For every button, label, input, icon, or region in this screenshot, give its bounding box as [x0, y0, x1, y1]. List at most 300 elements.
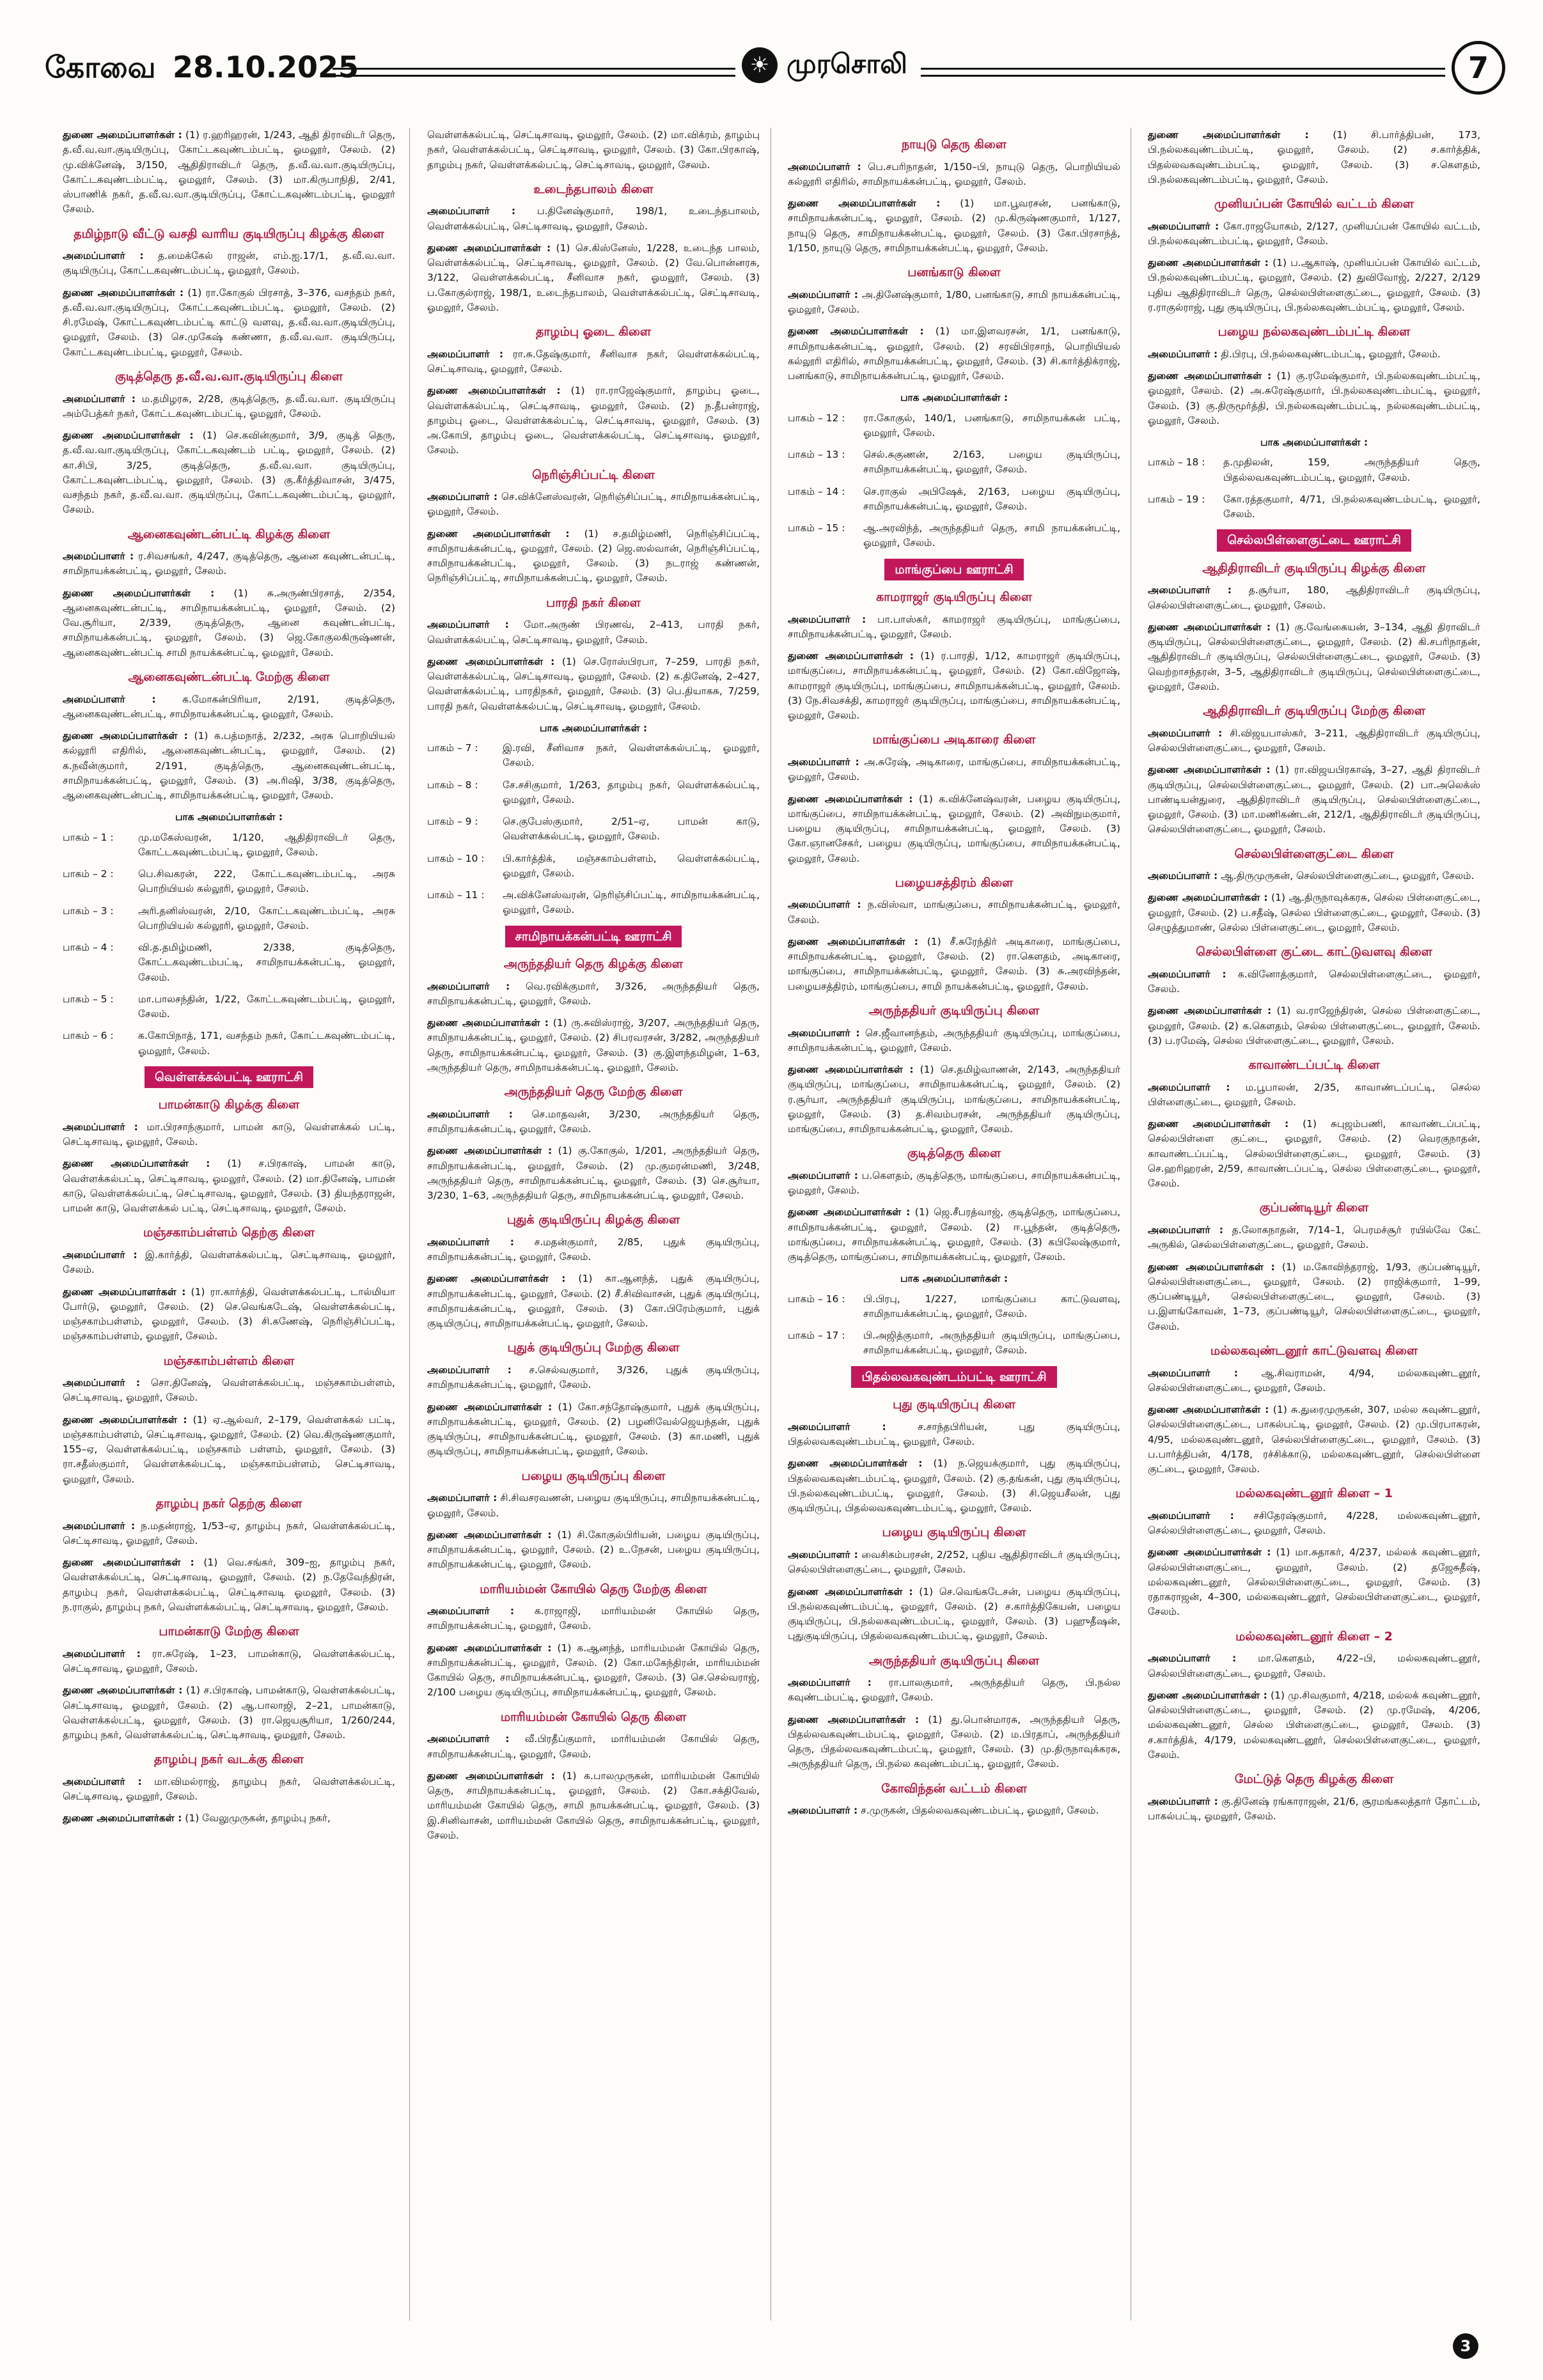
member-entry: [1148, 1403, 1480, 1477]
booth-organiser: அ.விக்னேஸ்வரன், நெரிஞ்சிப்பட்டி, சாமிநாயக்கன்பட்டி, ஓமலூர், சேலம்.: [503, 889, 760, 916]
member-details: (1) ஆ.திருநாவுக்கரசு, செல்ல பிள்ளைகுட்டை, ஓமலூர், சேலம். (2) ப.சதீஷ், செல்ல பிள்ளைகுட்டை, ஓமலூர், சேலம். (3) செழுத்துமாண், செல்ல பிள்ளைகுட்டை, ஓமலூர், சேலம்.: [1148, 892, 1480, 933]
member-details: (1) சு.அருண்பிரசாத், 2/354, ஆனைகவுண்டன்பட்டி, சாமிநாயக்கன்பட்டி, ஓமலூர், சேலம். (2) வே.சூரியா, 2/339, குடித்தெரு, ஆனை கவுண்டன்பட்டி, சாமிநாயக்கன்பட்டி, ஓமலூர், சேலம். (3) ஜெ.கோகுலகிருஷ்ணன், ஆனைகவுண்டன்பட்டி சாமி நாயக்கன்பட்டி, ஓமலூர், சேலம்.: [63, 587, 395, 658]
member-details: மா.கௌதம், 4/22–பி, மல்லகவுண்டனூர், செல்லபிள்ளைகுட்டை, ஓமலூர், சேலம்.: [1148, 1653, 1480, 1679]
branch-heading: ஆனைகவுண்டன்பட்டி கிழக்கு கிளை: [127, 527, 331, 541]
branch-heading: மாரியம்மன் கோயில் தெரு மேற்கு கிளை: [480, 1582, 707, 1596]
role-label: அமைப்பாளர் :: [63, 1520, 136, 1532]
member-details: ஆ.திருமுருகன், செல்லபிள்ளைகுட்டை, ஓமலூர், சேலம்.: [1221, 870, 1475, 882]
member-details: (1) க.பத்மநாத், 2/232, அரசு பொறியியல் கல்லூரி எதிரில், ஆனைகவுண்டன்பட்டி, ஓமலூர், சேலம். (2) க.நவீன்குமார், 2/191, குடித்தெரு, ஆனைகவுண்டன்பட்டி, சாமிநாயக்கன்பட்டி, ஓமலூர், சேலம். (3) அ.ரிஷி, 3/38, குடித்தெரு, ஆனைகவுண்டன்பட்டி, சாமிநாயக்கன்பட்டி, ஓமலூர், சேலம்.: [63, 730, 395, 802]
member-entry: [427, 1107, 760, 1137]
booth-row: [1148, 492, 1480, 522]
booth-organiser: இ.ரவி, சீனிவாச நகர், வெள்ளக்கல்பட்டி, ஓமலூர், சேலம்.: [503, 742, 760, 769]
role-label: அமைப்பாளர் :: [788, 756, 859, 768]
member-details: (1) மா.பூவரசன், பனங்காடு, சாமிநாயக்கன்பட்டி, ஓமலூர், சேலம். (2) மு.கிருஷ்ணகுமார், 1/127, நாயுடு தெரு, சாமிநாயக்கன்பட்டி, ஓமலூர், சேலம். (3) கோ.பிரசாந்த், 1/150, நாயுடு தெரு, சாமிநாயக்கன்பட்டி, ஓமலூர், சேலம்.: [788, 198, 1120, 254]
member-entry: [63, 1683, 395, 1743]
booth-row: [63, 867, 395, 897]
member-entry: [1148, 1260, 1480, 1334]
role-label: அமைப்பாளர் :: [63, 1775, 142, 1787]
booth-row: [427, 778, 760, 808]
masthead: [45, 47, 1490, 114]
branch-heading: பாரதி நகர் கிளை: [546, 595, 641, 610]
member-details: ர.சிவசங்கர், 4/247, குடித்தெரு, ஆனை கவுண்டன்பட்டி, சாமிநாயக்கன்பட்டி, ஓமலூர், சேலம்.: [63, 550, 395, 577]
role-label: அமைப்பாளர் :: [1148, 348, 1218, 360]
member-entry: [788, 1420, 1120, 1450]
header-city: கோவை: [45, 50, 156, 84]
role-label: துணை அமைப்பாளர்கள் :: [788, 1585, 913, 1598]
header-rule-right: [921, 68, 1445, 77]
branch-heading: முனியப்பன் கோயில் வட்டம் கிளை: [1214, 197, 1414, 211]
member-entry: [427, 527, 760, 586]
member-entry: [1148, 1117, 1480, 1191]
booth-number: பாகம் – 10 :: [427, 852, 485, 864]
member-details: த.மைக்கேல் ராஜன், எம்.ஐ.17/1, த.வீ.வ.வா. குடியிருப்பு, கோட்டகவுண்டம்பட்டி, ஓமலூர், சேலம்.: [63, 250, 395, 277]
role-label: துணை அமைப்பாளர்கள் :: [63, 1684, 183, 1697]
role-label: துணை அமைப்பாளர்கள் :: [63, 129, 182, 141]
member-entry: [63, 1555, 395, 1615]
booth-number: பாகம் – 11 :: [427, 889, 485, 901]
member-entry: [1148, 891, 1480, 935]
member-entry: [1148, 1223, 1480, 1253]
member-details: (1) வெ.சங்கர், 309–ஐ, தாழம்பு நகர், வெள்ளக்கல்பட்டி, செட்டிசாவடி, ஓமலூர், சேலம். (2) ந.தேவேந்திரன், தாழம்பு நகர், வெள்ளக்கல்பட்டி, செட்டிசாவடி ஓமலூர், சேலம். (3) ந.ராகுல், தாழம்பு நகர், வெள்ளக்கல்பட்டி, செட்டிசாவடி, ஓமலூர், சேலம்.: [63, 1557, 395, 1613]
column-rule: [409, 128, 410, 2321]
role-label: அமைப்பாளர் :: [63, 1647, 141, 1660]
member-entry: [427, 1363, 760, 1393]
role-label: அமைப்பாளர் :: [1148, 1795, 1218, 1807]
member-entry: [427, 128, 760, 173]
member-details: பா.பாஸ்கர், காமராஜர் குடியிருப்பு, மாங்குப்பை, சாமிநாயக்கன்பட்டி, ஓமலூர், சேலம்.: [788, 613, 1120, 640]
member-entry: [1148, 347, 1480, 362]
branch-heading: மஞ்சகாம்பள்ளம் கிளை: [163, 1353, 295, 1368]
branch-heading: நெரிஞ்சிப்பட்டி கிளை: [532, 467, 655, 482]
member-details: (1) கோ.சந்தோஷ்குமார், புதுக் குடியிருப்பு, சாமிநாயக்கன்பட்டி, ஓமலூர், சேலம். (2) பழனிவேல்ஜெயந்தன், புதுக் குடியிருப்பு, சாமிநாயக்கன்பட்டி, ஓமலூர், சேலம். (3) கா.மணி, புதுக் குடியிருப்பு, சாமிநாயக்கன்பட்டி, ஓமலூர், சேலம்.: [427, 1401, 760, 1458]
role-label: துணை அமைப்பாளர்கள் :: [788, 1064, 914, 1076]
member-entry: [63, 392, 395, 422]
role-label: துணை அமைப்பாளர்கள் :: [1148, 1689, 1267, 1701]
member-details: (1) ரு.சுவிஸ்ராஜ், 3/207, அருந்ததியர் தெரு, சாமிநாயக்கன்பட்டி, ஓமலூர், சேலம். (2) சிபரவரசன், 3/282, அருந்ததியர் தெரு, சாமிநாயக்கன்பட்டி, ஓமலூர், சேலம். (3) கு.இளந்தமிழன், 1–63, அருந்ததியர் தெரு, சாமிநாயக்கன்பட்டி, ஓமலூர், சேலம்.: [427, 1017, 760, 1073]
section-subheading: பாக அமைப்பாளர்கள் :: [175, 811, 283, 823]
member-details: (1) ஏ.ஆல்வர், 2–179, வெள்ளக்கல் பட்டி, மஞ்சகாம்பள்ளம், செட்டிசாவடி, ஓமலூர், சேலம். (2) வெ.கிருஷ்ணகுமார், 155–ஏ, வெள்ளக்கல்பட்டி, மஞ்சகாம் பள்ளம், ஓமலூர், சேலம். (3) ரா.சதீஸ்குமார், வெள்ளக்கல்பட்டி, மஞ்சகாம்பள்ளம், செட்டிசாவடி, ஓமலூர், சேலம்.: [63, 1413, 395, 1485]
member-details: (1) வ.ராஜேந்திரன், செல்ல பிள்ளைகுட்டை, ஓமலூர், சேலம். (2) க.கௌதம், செல்ல பிள்ளைகுட்டை, ஓமலூர், சேலம். (3) ப.ரமேஷ், செல்ல பிள்ளைகுட்டை, ஓமலூர், சேலம்.: [1148, 1005, 1480, 1046]
role-label: துணை அமைப்பாளர்கள் :: [63, 430, 194, 442]
branch-heading: பனங்காடு கிளை: [907, 265, 1001, 280]
member-details: (1) ர.ஹரிஹரன், 1/243, ஆதி திராவிடர் தெரு, த.வீ.வ.வா.குடியிருப்பு, கோட்டகவுண்டம்பட்டி, ஓமலூர், சேலம். (2) மு.விக்னேஷ், 3/150, ஆதிதிராவிடர் தெரு, த.வீ.வ.வா.குடியிருப்பு, கோட்டகவுண்டம்பட்டி, ஓமலூர், சேலம். (3) மா.கிருபாநிதி, 2/41, ஸ்பாணிக் நகர், த.வீ.வ.வா.குடியிருப்பு, கோட்டகவுண்டம்பட்டி, ஓமலூர் சேலம்.: [63, 129, 395, 215]
branch-heading: அருந்ததியர் தெரு கிழக்கு கிளை: [503, 957, 684, 972]
member-entry: [788, 1205, 1120, 1264]
member-entry: [63, 128, 395, 217]
role-label: துணை அமைப்பாளர்கள் :: [1148, 129, 1309, 141]
member-details: இ.கார்த்தி, வெள்ளக்கல்பட்டி, செட்டிசாவடி, ஓமலூர், சேலம்.: [63, 1249, 395, 1276]
booth-organiser: செ.குபேஸ்குமார், 2/51–ஏ, பாமன் காடு, வெள்ளக்கல்பட்டி, ஓமலூர், சேலம்.: [503, 816, 760, 843]
member-details: (1) செ.தமிழ்வாணன், 2/143, அருந்ததியர் குடியிருப்பு, மாங்குப்பை, சாமிநாயக்கன்பட்டி, ஓமலூர், சேலம். (2) ர.சூர்யா, அருந்ததியர் குடியிருப்பு, மாங்குப்பை, சாமிநாயக்கன்பட்டி, ஓமலூர், சேலம். (3) த.சிவம்பரசன், அருந்ததியர் குடியிருப்பு, மாங்குப்பை, சாமிநாயக்கன்பட்டி, ஓமலூர், சேலம்.: [788, 1064, 1120, 1135]
member-entry: [427, 1604, 760, 1634]
member-details: க.வினோத்குமார், செல்லபிள்ளைகுட்டை, ஓமலூர், சேலம்.: [1148, 968, 1480, 995]
booth-number: பாகம் – 18 :: [1148, 456, 1205, 469]
member-details: (1) கு.கோகுல், 1/201, அருந்ததியர் தெரு, சாமிநாயக்கன்பட்டி, ஓமலூர், சேலம். (2) மு.குமரன்மணி, 3/248, அருந்ததியர் தெரு, சாமிநாயக்கன்பட்டி, ஓமலூர், சேலம். (3) செ.சூர்யா, 3/230, 1–63, அருந்ததியர் தெரு, சாமிநாயக்கன்பட்டி, ஓமலூர், சேலம்.: [427, 1145, 760, 1202]
booth-row: [63, 992, 395, 1022]
member-entry: [427, 1144, 760, 1203]
role-label: அமைப்பாளர் :: [427, 1605, 515, 1617]
member-details: (1) கா.ஆனந்த், புதுக் குடியிருப்பு, சாமிநாயக்கன்பட்டி, ஓமலூர், சேலம். (2) சீ.சிவிவாசன், புதுக் குடியிருப்பு, சாமிநாயக்கன்பட்டி, ஓமலூர், சேலம். (3) கோ.பிரேம்குமார், புதுக் குடியிருப்பு, சாமிநாயக்கன்பட்டி, ஓமலூர், சேலம்.: [427, 1273, 760, 1330]
branch-heading: பழையசத்திரம் கிளை: [895, 875, 1014, 890]
booth-organiser: த.முதிலன், 159, அருந்ததியர் தெரு, பிதல்லவகவுண்டம்பட்டி, ஓமலூர், சேலம்.: [1223, 456, 1480, 483]
panchayat-banner: செல்லபிள்ளைகுட்டை ஊராட்சி: [1217, 529, 1411, 552]
member-details: (1) க.பாலமுருகன், மாரியம்மன் கோயில் தெரு, சாமிநாயக்கன்பட்டி, ஓமலூர், சேலம். (2) கோ.சக்திவேல், மாரியம்மன் கோயில் தெரு, சாமி நாயக்கன்பட்டி, ஓமலூர், சேலம். (3) இ.சினிவாசன், மாரியம்மன் கோயில் தெரு, சாமிநாயக்கன்பட்டி, ஓமலூர், சேலம்.: [427, 1769, 760, 1841]
member-details: ச.செல்வகுமார், 3/326, புதுக் குடியிருப்பு, சாமிநாயக்கன்பட்டி, ஓமலூர், சேலம்.: [427, 1364, 760, 1391]
member-entry: [788, 1548, 1120, 1578]
member-entry: [788, 1456, 1120, 1516]
role-label: துணை அமைப்பாளர்கள் :: [788, 650, 914, 662]
member-details: ரா.பாலகுமார், அருந்ததியர் தெரு, பி.நல்ல கவுண்டம்பட்டி, ஓமலூர், சேலம்.: [788, 1677, 1120, 1704]
booth-number: பாகம் – 9 :: [427, 816, 478, 828]
booth-number: பாகம் – 12 :: [788, 412, 845, 424]
role-label: துணை அமைப்பாளர்கள் :: [427, 385, 561, 397]
role-label: துணை அமைப்பாளர்கள் :: [63, 1812, 182, 1824]
member-entry: [63, 729, 395, 803]
member-details: (1) சி.கோகுல்பிரியன், பழைய குடியிருப்பு, சாமிநாயக்கன்பட்டி, ஓமலூர், சேலம். (2) உ.நேசன், பழைய குடியிருப்பு, சாமிநாயக்கன்பட்டி, ஓமலூர், சேலம்.: [427, 1528, 760, 1571]
role-label: துணை அமைப்பாளர்கள் :: [63, 1158, 210, 1170]
booth-row: [788, 521, 1120, 551]
member-details: (1) செ.கவின்குமார், 3/9, குடித் தெரு, த.வீ.வ.வா.குடியிருப்பு, கோட்டகவுண்டம் பட்டி, ஓமலூர், சேலம். (2) கா.சிபி, 3/25, குடித்தெரு, த.வீ.வ.வா. குடியிருப்பு, கோட்டகவுண்டம்பட்டி, ஓமலூர், சேலம். (3) கு.கீர்த்திவாசன், 3/475, வசந்தம் நகர், த.வீ.வ.வா. குடியிருப்பு, கோட்டகவுண்டம்பட்டி, ஓமலூர், சேலம்.: [63, 430, 395, 516]
text-column-4: [1148, 128, 1480, 2314]
newspaper-name: முரசொலி: [787, 47, 907, 79]
member-details: (1) செ.ரோஸ்பிரபா, 7–259, பாரதி நகர், வெள்ளக்கல்பட்டி, செட்டிசாவடி, ஓமலூர், சேலம். (2) க.தினேஷ், 2–427, வெள்ளக்கல்பட்டி, பாரதிநகர், ஓமலூர், சேலம். (3) பெ.தியாகசு, 7/259, பாரதி நகர், வெள்ளக்கல்பட்டி, செட்டிசாவடி, ஓமலூர், சேலம்.: [427, 655, 760, 712]
panchayat-banner: வெள்ளக்கல்பட்டி ஊராட்சி: [145, 1066, 313, 1089]
member-entry: [63, 1647, 395, 1677]
booth-organiser: பி.அஜித்குமார், அருந்ததியர் குடியிருப்பு, மாங்குப்பை, சாமிநாயக்கன்பட்டி, ஓமலூர், சேலம்.: [863, 1330, 1120, 1357]
member-entry: [788, 898, 1120, 928]
branch-heading: குடித்தெரு கிளை: [907, 1146, 1001, 1161]
booth-organiser: பி.கார்த்திக், மஞ்சகாம்பள்ளம், வெள்ளக்கல்பட்டி, ஓமலூர், சேலம்.: [503, 852, 760, 879]
member-details: தி.பிரபு, பி.நல்லகவுண்டம்பட்டி, ஓமலூர், சேலம்.: [1221, 348, 1441, 360]
member-details: ந.விஸ்வா, மாங்குப்பை, சாமிநாயக்கன்பட்டி, ஓமலூர், சேலம்.: [788, 899, 1120, 926]
member-details: (1) சி.பார்த்திபன், 173, பி.நல்லகவுண்டம்பட்டி, ஓமலூர், சேலம். (2) ச.கார்த்திக், பிதல்லவகவுண்டம்பட்டி, ஓமலூர், சேலம். (3) ச.கௌதம், பி.நல்லகவுண்டம்பட்டி, ஓமலூர், சேலம்.: [1148, 129, 1480, 185]
rising-sun-icon: ☀: [742, 47, 778, 83]
booth-row: [63, 830, 395, 860]
role-label: அமைப்பாளர் :: [63, 393, 136, 405]
member-details: (1) ச.பிரகாஷ், பாமன்காடு, வெள்ளக்கல்பட்டி, செட்டிசாவடி, ஓமலூர், சேலம். (2) ஆ.பாலாஜி, 2–21, பாமன்காடு, வெள்ளக்கல்பட்டி, ஓமலூர், சேலம். (3) ரா.ஜெயசூரியா, 1/260/244, தாழம்பு நகர், வெள்ளக்கல்பட்டி, செட்டிசாவடி, ஓமலூர், சேலம்.: [63, 1684, 395, 1741]
member-details: (1) ப.ஆகாஷ், முனியப்பன் கோயில் வட்டம், பி.நல்லகவுண்டம்பட்டி, ஓமலூர், சேலம். (2) துவிவோஜ், 2/227, 2/129 புதிய ஆதிதிராவிடர் தெரு, செல்லபிள்ளைகுட்டை, ஓமலூர், சேலம். (3) ர.ராகுல்ராஜ், புது குடியிருப்பு, பி.நல்லகவுண்டம்பட்டி, ஓமலூர், சேலம்.: [1148, 257, 1480, 313]
page-number-badge: 7: [1452, 41, 1505, 95]
member-details: க.ராஜாஜி, மாரியம்மன் கோயில் தெரு, சாமிநாயக்கன்பட்டி, ஓமலூர், சேலம்.: [427, 1605, 760, 1632]
member-details: மோ.அருண் பிரணவ், 2–413, பாரதி நகர், வெள்ளக்கல்பட்டி, செட்டிசாவடி, ஓமலூர், சேலம்.: [427, 619, 760, 646]
role-label: துணை அமைப்பாளர்கள் :: [1148, 1546, 1271, 1559]
role-label: அமைப்பாளர் :: [1148, 1653, 1237, 1665]
member-entry: [788, 755, 1120, 785]
member-details: வைசிகம்பரசன், 2/252, புதிய ஆதிதிராவிடர் குடியிருப்பு, செல்லபிள்ளைகுட்டை, ஓமலூர், சேலம்.: [788, 1549, 1120, 1576]
member-details: (1) சீ.சுரேந்திர் அடிகாரை, மாங்குப்பை, சாமிநாயக்கன்பட்டி, ஓமலூர், சேலம். (2) ரா.கௌதம், அடிகாரை, மாங்குப்பை, சாமிநாயக்கன்பட்டி, ஓமலூர், சேலம். (3) சு.அரவிந்தன், பழையசத்திரம், மாங்குப்பை, சாமி நாயக்கன்பட்டி, ஓமலூர், சேலம்.: [788, 935, 1120, 992]
member-entry: [788, 196, 1120, 256]
booth-number: பாகம் – 1 :: [63, 831, 114, 843]
role-label: அமைப்பாளர் :: [1148, 1509, 1234, 1521]
booth-organiser: சே.சசிகுமார், 1/263, தாழம்பு நகர், வெள்ளக்கல்பட்டி, ஓமலூர், சேலம்.: [503, 779, 760, 805]
member-entry: [63, 428, 395, 518]
panchayat-banner: மாங்குப்பை ஊராட்சி: [884, 559, 1023, 581]
booth-organiser: மு.மகேஸ்வரன், 1/120, ஆதிதிராவிடர் தெரு, கோட்டகவுண்டம்பட்டி, ஓமலூர், சேலம்.: [138, 831, 395, 858]
member-entry: [63, 1376, 395, 1406]
panchayat-banner: பிதல்லவகவுண்டம்பட்டி ஊராட்சி: [851, 1366, 1056, 1388]
member-entry: [788, 160, 1120, 190]
member-entry: [427, 618, 760, 648]
member-entry: [1148, 369, 1480, 428]
member-details: (1) மா.சுதாகர், 4/237, மல்லக் கவுண்டனூர், செல்லபிள்ளைகுட்டை, ஓமலூர், சேலம். (2) தஜேசுதீஷ், மல்லகவுண்டனூர், செல்லபிள்ளைகுட்டை, ஓமலூர், சேலம். (3) ரதாகராஜன், 4–300, மல்லகவுண்டனூர், செல்லபிள்ளைகுட்டை, ஓமலூர், சேலம்.: [1148, 1546, 1480, 1618]
member-details: சி.சிவசரவணன், பழைய குடியிருப்பு, சாமிநாயக்கன்பட்டி, ஓமலூர், சேலம்.: [427, 1492, 760, 1519]
member-details: ம.தமிழரசு, 2/28, குடித்தெரு, த.வீ.வ.வா. குடியிருப்பு அம்பேத்கர் நகர், கோட்டகவுண்டம்பட்டி, ஓமலூர், சேலம்.: [63, 393, 395, 419]
role-label: அமைப்பாளர் :: [788, 1677, 872, 1689]
role-label: அமைப்பாளர் :: [63, 250, 144, 262]
branch-heading: ஆதிதிராவிடர் குடியிருப்பு கிழக்கு கிளை: [1202, 561, 1426, 575]
branch-heading: மேட்டுத் தெரு கிழக்கு கிளை: [1234, 1772, 1394, 1787]
role-label: அமைப்பாளர் :: [1148, 1224, 1223, 1236]
role-label: அமைப்பாளர் :: [1148, 1081, 1230, 1093]
member-details: ந.மதன்ராஜ், 1/53–ஏ, தாழம்பு நகர், வெள்ளக்கல்பட்டி, செட்டிசாவடி, ஓமலூர், சேலம்.: [63, 1520, 395, 1546]
member-entry: [63, 586, 395, 660]
section-subheading: பாக அமைப்பாளர்கள் :: [900, 1273, 1008, 1285]
role-label: துணை அமைப்பாளர்கள் :: [788, 1206, 911, 1218]
member-details: ப.தினேஷ்குமார், 198/1, உடைந்தபாலம், வெள்ளக்கல்பட்டி, செட்டிசாவடி, ஓமலூர், சேலம்.: [427, 205, 760, 232]
member-entry: [788, 1062, 1120, 1137]
role-label: அமைப்பாளர் :: [788, 899, 861, 911]
member-details: (1) க.ஆனந்த், மாரியம்மன் கோயில் தெரு, சாமிநாயக்கன்பட்டி, ஓமலூர், சேலம். (2) கோ.மகேந்திரன், மாரியம்மன் கோயில் தெரு, சாமிநாயக்கன்பட்டி, ஓமலூர், சேலம். (3) செ.செல்வராஜ், 2/100 பழைய குடியிருப்பு, சாமிநாயக்கன்பட்டி, ஓமலூர், சேலம்.: [427, 1642, 760, 1699]
member-details: அ.தினேஷ்குமார், 1/80, பனங்காடு, சாமி நாயக்கன்பட்டி, ஓமலூர், சேலம்.: [788, 288, 1120, 316]
member-entry: [427, 1016, 760, 1075]
booth-number: பாகம் – 5 :: [63, 993, 114, 1005]
branch-heading: புதுக் குடியிருப்பு கிழக்கு கிளை: [506, 1213, 680, 1227]
role-label: அமைப்பாளர் :: [788, 288, 858, 300]
member-entry: [1148, 763, 1480, 837]
member-entry: [1148, 1794, 1480, 1824]
branch-heading: உடைந்தபாலம் கிளை: [533, 182, 654, 196]
member-details: (1) வேலுமுருகன், தாழம்பு நகர்,: [185, 1812, 331, 1824]
branch-heading: பழைய நல்லகவுண்டம்பட்டி கிளை: [1218, 325, 1411, 339]
role-label: துணை அமைப்பாளர்கள் :: [1148, 1404, 1269, 1416]
member-entry: [427, 1732, 760, 1762]
branch-heading: தாழம்பு ஓடை கிளை: [536, 325, 651, 339]
role-label: துணை அமைப்பாளர்கள் :: [427, 1017, 549, 1029]
member-details: (1) ச.பிரகாஷ், பாமன் காடு, வெள்ளக்கல்பட்டி, செட்டிசாவடி, ஓமலூர், சேலம். (2) மா.தினேஷ், பாமன் காடு, வெள்ளக்கல்பட்டி, செட்டிசாவடி, ஓமலூர், சேலம். (3) தியந்தராஜன், பாமன் காடு, வெள்ளக்கல் பட்டி, செட்டிசாவடி, ஓமலூர், சேலம்.: [63, 1158, 395, 1215]
member-details: (1) ரா.விஜயபிரகாஷ், 3–27, ஆதி திராவிடர் குடியிருப்பு, செல்லபிள்ளைகுட்டை, ஓமலூர், சேலம். (2) பா.அலெக்ஸ் பாண்டியன்துரை, ஆதிதிராவிடர் குடியிருப்பு, செல்லபிள்ளைகுட்டை, ஓமலூர், சேலம். (3) மா.மணிகண்டன், 212/1, ஆதிதிராவிடர் குடியிருப்பு, செல்லபிள்ளைகுட்டை, ஓமலூர், சேலம்.: [1148, 764, 1480, 836]
panchayat-banner: சாமிநாயக்கன்பட்டி ஊராட்சி: [505, 926, 682, 948]
member-entry: [1148, 1688, 1480, 1762]
role-label: துணை அமைப்பாளர்கள் :: [1148, 892, 1268, 904]
role-label: துணை அமைப்பாளர்கள் :: [427, 1528, 552, 1541]
role-label: அமைப்பாளர் :: [1148, 584, 1232, 596]
member-details: (1) து.பொன்மாரசு, அருந்ததியர் தெரு, பிதல்லவகவுண்டம்பட்டி, ஓமலூர், சேலம். (2) ம.பிரதாப், அருந்ததியர் தெரு, பிதல்லவகவுண்டம்பட்டி, ஓமலூர், சேலம். (3) மு.திருநாவுக்கரசு, அருந்ததியர் தெரு, பி.நல்ல கவுண்டம்பட்டி, ஓமலூர், சேலம்.: [788, 1713, 1120, 1770]
branch-heading: குப்பண்டியூர் கிளை: [1259, 1201, 1369, 1215]
footer-page-badge: 3: [1453, 2333, 1478, 2359]
role-label: துணை அமைப்பாளர்கள் :: [427, 1273, 566, 1285]
role-label: துணை அமைப்பாளர்கள் :: [788, 1713, 920, 1725]
member-details: (1) செ.கிஸ்னேஸ், 1/228, உடைந்த பாலம், வெள்ளக்கல்பட்டி, செட்டிசாவடி, ஓமலூர், சேலம். (2) வே.பொன்னரசு, 3/122, வெள்ளக்கல்பட்டி, சீனிவாச நகர், ஓமலூர், சேலம். (3) ப.கோகுல்ராஜ், 198/1, உடைந்தபாலம், வெள்ளக்கல்பட்டி, செட்டிசாவடி, ஓமலூர், சேலம்.: [427, 242, 760, 313]
booth-number: பாகம் – 13 :: [788, 449, 845, 461]
branch-heading: செல்லபிள்ளை குட்டை காட்டுவளவு கிளை: [1196, 945, 1432, 960]
section-subheading: பாக அமைப்பாளர்கள் :: [900, 392, 1008, 404]
role-label: அமைப்பாளர் :: [1148, 727, 1223, 739]
branch-heading: தாழம்பு நகர் வடக்கு கிளை: [153, 1752, 304, 1767]
role-label: அமைப்பாளர் :: [427, 1236, 514, 1248]
branch-heading: பழைய குடியிருப்பு கிளை: [521, 1468, 666, 1483]
booth-number: பாகம் – 15 :: [788, 522, 845, 534]
role-label: துணை அமைப்பாளர்கள் :: [1148, 764, 1271, 776]
member-entry: [63, 286, 395, 360]
branch-heading: புதுக் குடியிருப்பு மேற்கு கிளை: [507, 1341, 680, 1355]
booth-number: பாகம் – 7 :: [427, 742, 478, 754]
role-label: துணை அமைப்பாளர்கள் :: [63, 730, 188, 742]
member-entry: [788, 792, 1120, 866]
member-details: (1) ரா.கார்த்தி, வெள்ளக்கல்பட்டி, டால்மியா போர்டு, ஓமலூர், சேலம். (2) செ.வெங்கடேஷ், வெள்ளக்கல்பட்டி, மஞ்சகாம்பள்ளம், ஓமலூர், சேலம். (3) சி.கணேஷ், நெரிஞ்சிப்பட்டி, மஞ்சகாம்பள்ளம், ஓமலூர், சேலம்.: [63, 1286, 395, 1342]
member-details: (1) கு.ரமேஷ்குமார், பி.நல்லகவுண்டம்பட்டி, ஓமலூர், சேலம். (2) அ.சுரேஷ்குமார், பி.நல்லகவுண்டம்பட்டி, ஓமலூர், சேலம். (3) கு.திருமூர்த்தி, பி.நல்லகவுண்டம்பட்டி, நல்லகவுண்டம்பட்டி, ஓமலூர், சேலம்.: [1148, 370, 1480, 426]
member-entry: [63, 549, 395, 579]
member-details: (1) சுபுஜம்பணி, காவாண்டப்பட்டி, செல்லபிள்ளை குட்டை, ஓமலூர், சேலம். (2) வெரகுநாதன், காவாண்டப்பட்டி, செல்லபிள்ளைகுட்டை, ஓமலூர், சேலம். (3) செ.ஹரிஹரன், 2/59, காவாண்டப்பட்டி, செல்ல பிள்ளைகுட்டை, ஓமலூர், சேலம்.: [1148, 1118, 1480, 1190]
member-details: ஆ.சிவராமன், 4/94, மல்லகவுண்டனூர், செல்லபிள்ளைகுட்டை, ஓமலூர், சேலம்.: [1148, 1367, 1480, 1394]
role-label: அமைப்பாளர் :: [63, 1121, 138, 1133]
member-details: வெள்ளக்கல்பட்டி, செட்டிசாவடி, ஓமலூர், சேலம். (2) மா.விக்ரம், தாழம்பு நகர், வெள்ளக்கல்பட்டி, செட்டிசாவடி, ஓமலூர், சேலம். (3) கோ.பிரகாஷ், தாழம்பு நகர், வெள்ளக்கல்பட்டி, செட்டிசாவடி, ஓமலூர், சேலம்.: [427, 129, 760, 171]
member-entry: [427, 1235, 760, 1265]
booth-organiser: வி.த.தமிழ்மணி, 2/338, குடித்தெரு, கோட்டகவுண்டம்பட்டி, சாமிநாயக்கன்பட்டி, ஓமலூர், சேலம்.: [138, 942, 395, 983]
branch-heading: மாங்குப்பை அடிகாரை கிளை: [872, 733, 1036, 747]
member-details: த.லோகநாதன், 7/14–1, பெரமச்சூர் ரயில்வே கேட் அருகில், செல்லபிள்ளைகுட்டை, ஓமலூர், சேலம்.: [1148, 1224, 1480, 1251]
branch-heading: ஆனைகவுண்டன்பட்டி மேற்கு கிளை: [128, 669, 330, 684]
member-details: ச.சாந்தபிரியன், புது குடியிருப்பு, பிதல்லவகவுண்டம்பட்டி, ஓமலூர், சேலம்.: [788, 1420, 1120, 1448]
role-label: துணை அமைப்பாளர்கள் :: [427, 527, 570, 540]
branch-heading: பாமன்காடு மேற்கு கிளை: [159, 1624, 299, 1639]
member-entry: [427, 490, 760, 520]
booth-row: [427, 814, 760, 844]
member-entry: [427, 384, 760, 458]
role-label: துணை அமைப்பாளர்கள் :: [788, 325, 924, 338]
member-details: (1) மா.இளவரசன், 1/1, பனங்காடு, சாமிநாயக்கன்பட்டி, ஓமலூர், சேலம். (2) சரவிபிரசாந், பொறியியல் கல்லூரி எதிரில், சாமிநாயக்கன்பட்டி, ஓமலூர், சேலம். (3) சி.கார்த்திக்ராஜ், பனங்காடு, சாமிநாயக்கன்பட்டி, ஓமலூர், சேலம்.: [788, 325, 1120, 382]
member-entry: [1148, 256, 1480, 315]
member-details: (1) கு.வேங்கையன், 3–134, ஆதி திராவிடர் குடியிருப்பு, செல்லபிள்ளைகுட்டை, ஓமலூர், சேலம். (2) கி.சபரிநாதன், ஆதிதிராவிடர் குடியிருப்பு, செல்லபிள்ளைகுட்டை, ஓமலூர், சேலம். (3) வெற்றாசந்தரன், 3–5, ஆதிதிராவிடர் குடியிருப்பு, செல்லபிள்ளைகுட்டை, ஓமலூர், சேலம்.: [1148, 621, 1480, 692]
booth-organiser: க.கோபிநாத், 171, வசந்தம் நகர், கோட்டகவுண்டம்பட்டி, ஓமலூர், சேலம்.: [138, 1030, 395, 1057]
header-date: 28.10.2025: [173, 50, 359, 84]
branch-heading: பழைய குடியிருப்பு கிளை: [882, 1525, 1026, 1540]
booth-number: பாகம் – 19 :: [1148, 493, 1205, 505]
role-label: அமைப்பாளர் :: [1148, 1367, 1238, 1379]
member-details: சி.விஜயபாஸ்கர், 3–211, ஆதிதிராவிடர் குடியிருப்பு, செல்லபிள்ளைகுட்டை, ஓமலூர், சேலம்.: [1148, 727, 1480, 754]
member-entry: [1148, 1366, 1480, 1396]
role-label: அமைப்பாளர் :: [427, 1733, 510, 1745]
member-entry: [63, 1285, 395, 1344]
role-label: துணை அமைப்பாளர்கள் :: [1148, 1118, 1289, 1130]
role-label: அமைப்பாளர் :: [788, 1805, 858, 1817]
member-entry: [427, 1641, 760, 1700]
booth-organiser: ரா.கோகுல், 140/1, பனங்காடு, சாமிநாயக்கன் பட்டி, ஓமலூர், சேலம்.: [863, 412, 1120, 439]
role-label: அமைப்பாளர் :: [788, 613, 866, 625]
branch-heading: குடித்தெரு த.வீ.வ.வா.குடியிருப்பு கிளை: [115, 369, 343, 384]
role-label: அமைப்பாளர் :: [427, 619, 509, 631]
booth-row: [788, 447, 1120, 478]
booth-organiser: ஆ.அரவிந்த், அருந்ததியர் தெரு, சாமி நாயக்கன்பட்டி, ஓமலூர், சேலம்.: [863, 522, 1120, 549]
booth-organiser: பெ.சிவகரன், 222, கோட்டகவுண்டம்பட்டி, அரசு பொறியியல் கல்லூரி, ஓமலூர், சேலம்.: [138, 868, 395, 895]
member-entry: [1148, 1509, 1480, 1539]
member-entry: [1148, 620, 1480, 694]
branch-heading: செல்லபிள்ளைகுட்டை கிளை: [1234, 846, 1394, 861]
role-label: அமைப்பாளர் :: [427, 348, 504, 360]
branch-heading: தமிழ்நாடு வீட்டு வசதி வாரிய குடியிருப்பு கிழக்கு கிளை: [74, 226, 384, 241]
member-entry: [788, 1169, 1120, 1199]
role-label: அமைப்பாளர் :: [427, 205, 516, 217]
role-label: துணை அமைப்பாளர்கள் :: [63, 1413, 187, 1426]
member-entry: [788, 1585, 1120, 1644]
booth-row: [63, 1029, 395, 1059]
member-entry: [63, 1413, 395, 1487]
text-column-3: [788, 128, 1120, 2314]
branch-heading: அருந்ததியர் தெரு மேற்கு கிளை: [504, 1085, 683, 1100]
member-entry: [788, 649, 1120, 723]
role-label: துணை அமைப்பாளர்கள் :: [788, 935, 918, 947]
member-entry: [788, 935, 1120, 994]
booth-row: [63, 904, 395, 934]
booth-number: பாகம் – 3 :: [63, 905, 114, 917]
member-entry: [788, 1026, 1120, 1056]
member-entry: [1148, 1651, 1480, 1681]
member-entry: [427, 241, 760, 315]
member-details: (1) ம.கோவிந்தராஜ், 1/93, குப்பண்டியூர், செல்லபிள்ளைகுட்டை, ஓமலூர், சேலம். (2) ராஜிக்குமார், 1–99, குப்பண்டியூர், செல்லபிள்ளைகுட்டை, ஓமலூர், சேலம். (3) ப.இளங்கோவன், 1–73, குப்பண்டியூர், செல்லபிள்ளைகுட்டை, ஓமலூர், சேலம்.: [1148, 1261, 1480, 1332]
booth-row: [427, 888, 760, 918]
role-label: அமைப்பாளர் :: [1148, 220, 1219, 232]
branch-heading: தாழம்பு நகர் தெற்கு கிளை: [155, 1496, 302, 1511]
role-label: அமைப்பாளர் :: [427, 491, 498, 503]
member-details: (1) ந.ஜெயக்குமார், புது குடியிருப்பு, பிதல்லவகவுண்டம்பட்டி, ஓமலூர், சேலம். (2) கு.தங்கன், புது குடியிருப்பு, பி.நல்லகவுண்டம்பட்டி, ஓமலூர், சேலம். (3) சி.ஜெயசீலன், புது குடியிருப்பு, பிதல்லவகவுண்டம்பட்டி, ஓமலூர், சேலம்.: [788, 1458, 1120, 1514]
booth-organiser: அரி.தனிஸ்வரன், 2/10, கோட்டகவுண்டம்பட்டி, அரசு பொறியியல் கல்லூரி, ஓமலூர், சேலம்.: [138, 905, 395, 931]
member-details: (1) செ.வெங்கடேசன், பழைய குடியிருப்பு, பி.நல்லகவுண்டம்பட்டி, ஓமலூர், சேலம். (2) ச.கார்த்திகேயன், பழைய குடியிருப்பு, பி.நல்லகவுண்டம்பட்டி, ஓமலூர், சேலம். (3) பஹுதீஷன், புதுகுடியிருப்பு, பிதல்லவகவுண்டம்பட்டி, ஓமலூர், சேலம்.: [788, 1585, 1120, 1642]
branch-heading: நாயுடு தெரு கிளை: [901, 137, 1007, 152]
member-details: (1) க.விக்னேஷ்வரன், பழைய குடியிருப்பு, மாங்குப்பை, சாமிநாயக்கன்பட்டி, ஓமலூர், சேலம். (2) அவிநுமகுமார், பழைய குடியிருப்பு, சாமிநாயக்கன்பட்டி, ஓமலூர், சேலம். (3) கோ.ஞானசேகர், பழைய குடியிருப்பு, மாங்குப்பை, சாமிநாயக்கன்பட்டி, ஓமலூர், சேலம்.: [788, 793, 1120, 864]
member-details: மா.விமல்ராஜ், தாழம்பு நகர், வெள்ளக்கல்பட்டி, செட்டிசாவடி, ஓமலூர், சேலம்.: [63, 1775, 395, 1803]
member-entry: [1148, 967, 1480, 997]
branch-heading: மல்லகவுண்டனூர் காட்டுவளவு கிளை: [1210, 1343, 1418, 1358]
role-label: துணை அமைப்பாளர்கள் :: [1148, 1005, 1272, 1017]
booth-row: [427, 741, 760, 771]
booth-row: [1148, 455, 1480, 485]
member-entry: [788, 1713, 1120, 1772]
member-details: ச.முருகன், பிதல்லவகவுண்டம்பட்டி, ஓமலூர், சேலம்.: [861, 1805, 1099, 1817]
role-label: துணை அமைப்பாளர்கள் :: [788, 793, 913, 805]
member-entry: [427, 1400, 760, 1459]
booth-number: பாகம் – 14 :: [788, 485, 845, 497]
member-details: வெ.ரவிக்குமார், 3/326, அருந்ததியர் தெரு, சாமிநாயக்கன்பட்டி, ஓமலூர், சேலம்.: [427, 980, 760, 1007]
branch-heading: பாமன்காடு கிழக்கு கிளை: [158, 1098, 300, 1112]
member-entry: [1148, 1080, 1480, 1110]
member-details: பெ.சபரிநாதன், 1/150–பி, நாயுடு தெரு, பொறியியல் கல்லூரி எதிரில், சாமிநாயக்கன்பட்டி, ஓமலூர், சேலம்.: [788, 160, 1120, 187]
role-label: துணை அமைப்பாளர்கள் :: [63, 587, 215, 599]
member-entry: [1148, 219, 1480, 249]
role-label: துணை அமைப்பாளர்கள் :: [427, 1401, 552, 1413]
role-label: துணை அமைப்பாளர்கள் :: [63, 286, 184, 299]
role-label: அமைப்பாளர் :: [63, 550, 134, 563]
member-details: த.சூர்யா, 180, ஆதிதிராவிடர் குடியிருப்பு, செல்லபிள்ளைகுட்டை, ஓமலூர், சேலம்.: [1148, 584, 1480, 611]
member-entry: [788, 324, 1120, 384]
member-entry: [63, 1775, 395, 1805]
role-label: துணை அமைப்பாளர்கள் :: [1148, 257, 1269, 269]
member-entry: [427, 1769, 760, 1843]
branch-heading: மஞ்சகாம்பள்ளம் தெற்கு கிளை: [143, 1225, 315, 1240]
booth-organiser: செல்.சுகுணன், 2/163, பழைய குடியிருப்பு, சாமிநாயக்கன்பட்டி, ஓமலூர், சேலம்.: [863, 449, 1120, 476]
member-entry: [63, 1519, 395, 1549]
member-entry: [427, 1528, 760, 1573]
branch-heading: மாரியம்மன் கோயில் தெரு கிளை: [500, 1709, 687, 1724]
branch-heading: அருந்ததியர் குடியிருப்பு கிளை: [868, 1653, 1040, 1668]
member-details: (1) ச.தமிழ்மணி, நெரிஞ்சிப்பட்டி, சாமிநாயக்கன்பட்டி, ஓமலூர், சேலம். (2) ஜெ.ஸல்வான், நெரிஞ்சிப்பட்டி, சாமிநாயக்கன்பட்டி, ஓமலூர், சேலம். (3) நடராஜ் கண்ணன், நெரிஞ்சிப்பட்டி, சாமிநாயக்கன்பட்டி, ஓமலூர், சேலம்.: [427, 527, 760, 584]
role-label: அமைப்பாளர் :: [1148, 870, 1218, 882]
member-details: செ.விக்னேஸ்வரன், நெரிஞ்சிப்பட்டி, சாமிநாயக்கன்பட்டி, ஓமலூர், சேலம்.: [427, 491, 760, 518]
member-details: அ.சுரேஷ், அடிகாரை, மாங்குப்பை, சாமிநாயக்கன்பட்டி, ஓமலூர், சேலம்.: [788, 756, 1120, 783]
role-label: துணை அமைப்பாளர்கள் :: [1148, 370, 1272, 382]
header-rule-left: [333, 68, 735, 77]
role-label: துணை அமைப்பாளர்கள் :: [427, 1769, 555, 1782]
role-label: அமைப்பாளர் :: [63, 1249, 137, 1261]
text-column-2: [427, 128, 760, 2314]
